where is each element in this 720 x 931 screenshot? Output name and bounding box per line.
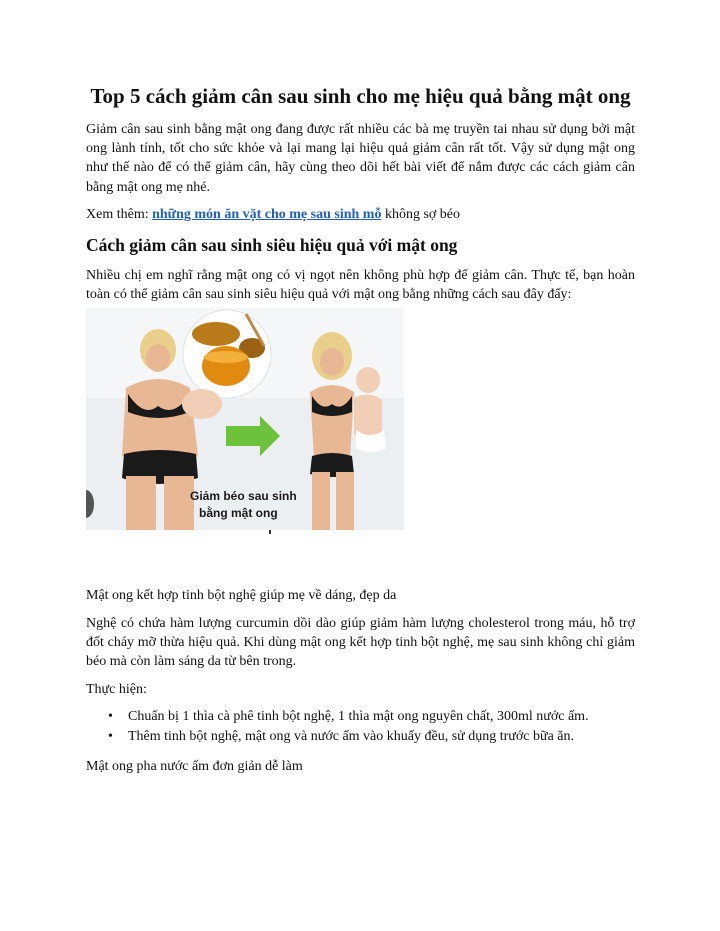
steps-label: Thực hiện: (86, 682, 147, 698)
section-heading: Cách giảm cân sau sinh siêu hiệu quả với mật ong (86, 235, 458, 256)
see-also-link[interactable]: những món ăn vặt cho mẹ sau sinh mỗ (152, 206, 382, 222)
step-text: Thêm tinh bột nghệ, mật ong và nước ấm vào khuấy đều, sử dụng trước bữa ăn. (128, 729, 575, 745)
page-title: Top 5 cách giảm cân sau sinh cho mẹ hiệu quả bằng mật ong (90, 84, 631, 108)
next-caption: Mật ong pha nước ấm đơn giản dễ làm (86, 759, 303, 775)
steps-list (86, 707, 635, 747)
intro-paragraph: Giảm cân sau sinh bằng mật ong đang được rất nhiều các bà mẹ truyền tai nhau sử dụng bởi mật ong lành tính, tốt cho sức khỏe và lại mang lại hiệu quả giảm cân rất tốt. Vậy sử dụng mật ong như thế nào để có thể giảm cân, hãy cùng theo dõi hết bài viết để nắm được các cách giảm cân bằng mật ong mẹ nhé. (86, 122, 635, 195)
see-also-suffix: không sợ béo (381, 206, 461, 222)
overlay-text-line2: bằng mật ong (199, 506, 278, 521)
section-intro: Nhiều chị em nghĩ rằng mật ong có vị ngọt nên không phù hợp để giảm cân. Thực tế, bạn hoàn toàn có thể giảm cân sau sinh siêu hiệu quả với mật ong bằng những cách sau đây đấy: (86, 268, 635, 303)
turmeric-paragraph: Nghệ có chứa hàm lượng curcumin dồi dào giúp giảm hàm lượng cholesterol trong máu, hỗ trợ đốt cháy mỡ thừa hiệu quả. Khi dùng mật ong kết hợp tinh bột nghệ, mẹ sau sinh không chỉ giảm béo mà còn làm sáng da từ bên trong. (86, 615, 635, 670)
image-caption: Mật ong kết hợp tinh bột nghệ giúp mẹ về dáng, đẹp da (86, 588, 397, 604)
step-text: Chuẩn bị 1 thìa cà phê tinh bột nghệ, 1 thìa mật ong nguyên chất, 300ml nước ấm. (128, 709, 589, 725)
document-page (86, 82, 635, 777)
see-also-line (86, 205, 635, 224)
honey-bowl-icon (183, 310, 271, 398)
bullet-icon: • (108, 729, 113, 745)
before-after-illustration (86, 308, 455, 576)
overlay-text-line1: Giảm béo sau sinh (190, 489, 297, 504)
see-also-prefix: Xem thêm: (86, 206, 153, 222)
bullet-icon: • (108, 709, 113, 725)
list-item (108, 727, 635, 747)
before-after-photo (86, 308, 455, 576)
list-item (108, 707, 635, 727)
